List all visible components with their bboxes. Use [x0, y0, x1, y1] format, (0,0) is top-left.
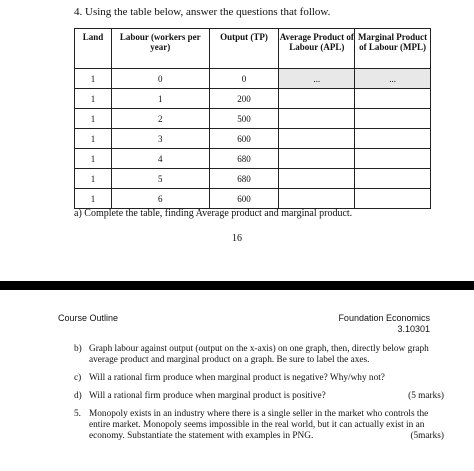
question-text: Graph labour against output (output on the x-axis) on one graph, then, directly below graph average product and marginal product on a graph. Be sure to label the axes.: [89, 344, 429, 365]
question-marks: (5marks): [410, 431, 444, 441]
footer-course-code: 3.10301: [397, 324, 430, 334]
question-4-heading: 4. Using the table below, answer the questions that follow.: [74, 6, 331, 18]
cell-output: 680: [209, 169, 279, 189]
footer-course-title: Foundation Economics: [338, 313, 430, 323]
cell-output: 600: [209, 189, 279, 209]
cell-average-product: [279, 169, 355, 189]
question-list: [74, 344, 444, 449]
cell-output: 500: [209, 109, 279, 129]
question-label: 5.: [74, 409, 81, 419]
cell-output: 600: [209, 129, 279, 149]
cell-labour: 5: [111, 169, 209, 189]
question-text: Monopoly exists in an industry where there is a single seller in the market who controls the entire market. Monopoly seems impossible in the real world, but it can actually exist in an economy. Substantiate the statement with examples in PNG.: [89, 409, 429, 441]
table-row: [75, 109, 431, 129]
cell-average-product: [279, 89, 355, 109]
production-table: [74, 28, 431, 209]
cell-marginal-product: [355, 109, 431, 129]
question-d: [74, 391, 444, 402]
header-marginal-product: Marginal Product of Labour (MPL): [355, 29, 431, 69]
cell-marginal-product: ...: [355, 69, 431, 89]
cell-marginal-product: [355, 129, 431, 149]
cell-land: 1: [75, 69, 112, 89]
footer-course-outline: Course Outline: [58, 313, 119, 323]
cell-land: 1: [75, 109, 112, 129]
footer-course-info: [338, 313, 430, 335]
cell-labour: 6: [111, 189, 209, 209]
cell-marginal-product: [355, 169, 431, 189]
table-row: [75, 89, 431, 109]
cell-marginal-product: [355, 149, 431, 169]
question-5: [74, 409, 444, 442]
cell-labour: 3: [111, 129, 209, 149]
cell-average-product: [279, 189, 355, 209]
header-land: Land: [75, 29, 112, 69]
header-output: Output (TP): [209, 29, 279, 69]
cell-average-product: [279, 149, 355, 169]
cell-marginal-product: [355, 89, 431, 109]
table-row: [75, 69, 431, 89]
cell-output: 0: [209, 69, 279, 89]
cell-labour: 2: [111, 109, 209, 129]
table-header-row: [75, 29, 431, 69]
cell-average-product: [279, 129, 355, 149]
page-number: 16: [232, 233, 242, 244]
header-labour: Labour (workers per year): [111, 29, 209, 69]
cell-labour: 1: [111, 89, 209, 109]
table-row: [75, 169, 431, 189]
cell-output: 680: [209, 149, 279, 169]
question-marks: (5 marks): [408, 391, 444, 401]
cell-average-product: [279, 109, 355, 129]
page-divider: [0, 281, 474, 290]
question-c: [74, 373, 444, 384]
question-label: d): [74, 391, 82, 401]
cell-marginal-product: [355, 189, 431, 209]
cell-land: 1: [75, 89, 112, 109]
cell-land: 1: [75, 149, 112, 169]
table-row: [75, 149, 431, 169]
question-b: [74, 344, 444, 366]
part-a-instruction: a) Complete the table, finding Average product and marginal product.: [74, 208, 353, 219]
cell-land: 1: [75, 189, 112, 209]
header-average-product: Average Product of Labour (APL): [279, 29, 355, 69]
cell-average-product: ...: [279, 69, 355, 89]
question-text: Will a rational firm produce when marginal product is negative? Why/why not?: [89, 373, 385, 383]
question-label: c): [74, 373, 82, 383]
question-label: b): [74, 344, 82, 354]
table-row: [75, 189, 431, 209]
cell-labour: 0: [111, 69, 209, 89]
question-text: Will a rational firm produce when marginal product is positive?: [89, 391, 326, 401]
cell-labour: 4: [111, 149, 209, 169]
cell-output: 200: [209, 89, 279, 109]
table-row: [75, 129, 431, 149]
cell-land: 1: [75, 129, 112, 149]
cell-land: 1: [75, 169, 112, 189]
